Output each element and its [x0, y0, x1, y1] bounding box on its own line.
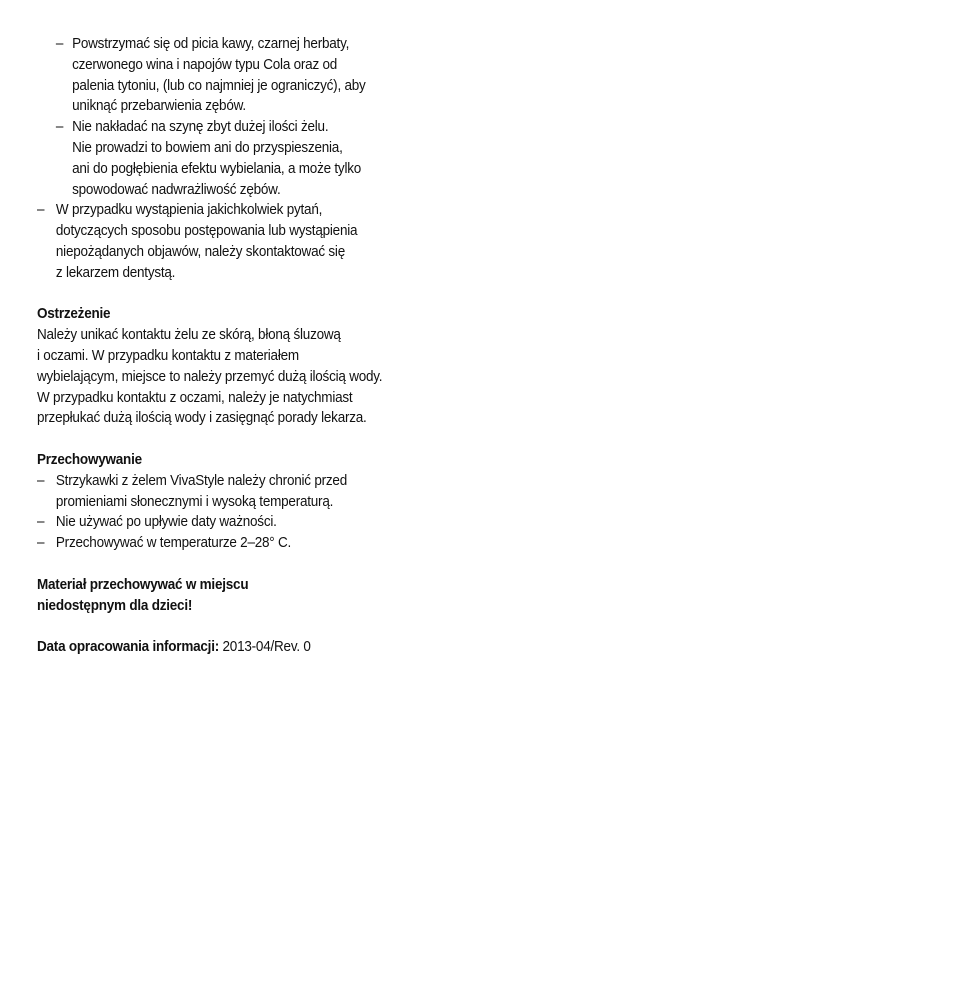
section-heading: Przechowywanie	[37, 450, 142, 468]
paragraph-line: i oczami. W przypadku kontaktu z materiałem	[37, 346, 299, 364]
list-item-line: – Strzykawki z żelem VivaStyle należy chronić przed	[37, 471, 433, 492]
nested-list	[37, 34, 477, 200]
list-item-line: z lekarzem dentystą.	[55, 263, 176, 281]
list-marker: –	[37, 534, 45, 552]
paragraph-line: przepłukać dużą ilością wody i zasięgnąć porady lekarza.	[37, 409, 367, 427]
section-heading: Ostrzeżenie	[37, 305, 111, 323]
spacer	[37, 554, 477, 575]
list-marker: –	[55, 118, 64, 136]
list-item-line: – W przypadku wystąpienia jakichkolwiek pytań,	[37, 200, 433, 221]
list-item-line: Nie prowadzi to bowiem ani do przyspieszenia,	[72, 138, 343, 156]
list-marker: –	[37, 201, 45, 219]
top-list	[37, 200, 477, 283]
document-page	[37, 34, 477, 658]
list-item-line: promieniami słonecznymi i wysoką temperaturą.	[55, 492, 334, 510]
spacer	[37, 429, 477, 450]
revision-label: Data opracowania informacji:	[37, 638, 219, 656]
list-item-line: palenia tytoniu, (lub co najmniej je ograniczyć), aby	[72, 76, 366, 94]
children-notice	[37, 575, 477, 617]
warning-section	[37, 304, 477, 429]
paragraph-line: W przypadku kontaktu z oczami, należy je natychmiast	[37, 388, 353, 406]
list-item	[37, 34, 477, 117]
list-item-line: – Przechowywać w temperaturze 2–28° C.	[37, 533, 433, 554]
list-item	[37, 471, 477, 513]
revision-date	[37, 637, 433, 658]
list-item-line: – Nie nakładać na szynę zbyt dużej ilości żelu.	[37, 117, 433, 138]
list-item-line: dotyczących sposobu postępowania lub wystąpienia	[55, 222, 358, 240]
paragraph-line: wybielającym, miejsce to należy przemyć dużą ilością wody.	[37, 367, 383, 385]
spacer	[37, 616, 477, 637]
list-item-line: ani do pogłębienia efektu wybielania, a może tylko	[72, 159, 362, 177]
revision-value: 2013-04/Rev. 0	[222, 638, 311, 656]
list-item-line: uniknąć przebarwienia zębów.	[72, 97, 246, 115]
list-item-line: spowodować nadwrażliwość zębów.	[72, 180, 281, 198]
spacer	[37, 284, 477, 305]
paragraph-line: Należy unikać kontaktu żelu ze skórą, błoną śluzową	[37, 326, 341, 344]
list-item	[37, 200, 477, 283]
storage-section	[37, 450, 477, 554]
list-item	[37, 512, 477, 533]
notice-line: niedostępnym dla dzieci!	[37, 596, 193, 614]
list-marker: –	[37, 513, 45, 531]
list-item-line: – Nie używać po upływie daty ważności.	[37, 512, 433, 533]
notice-line: Materiał przechowywać w miejscu	[37, 575, 249, 593]
list-item-line: – Powstrzymać się od picia kawy, czarnej herbaty,	[37, 34, 433, 55]
list-item-line: niepożądanych objawów, należy skontaktować się	[55, 242, 345, 260]
list-item-line: czerwonego wina i napojów typu Cola oraz od	[72, 55, 338, 73]
list-marker: –	[55, 35, 64, 52]
list-marker: –	[37, 471, 45, 489]
list-item	[37, 533, 477, 554]
list-item	[37, 117, 477, 200]
